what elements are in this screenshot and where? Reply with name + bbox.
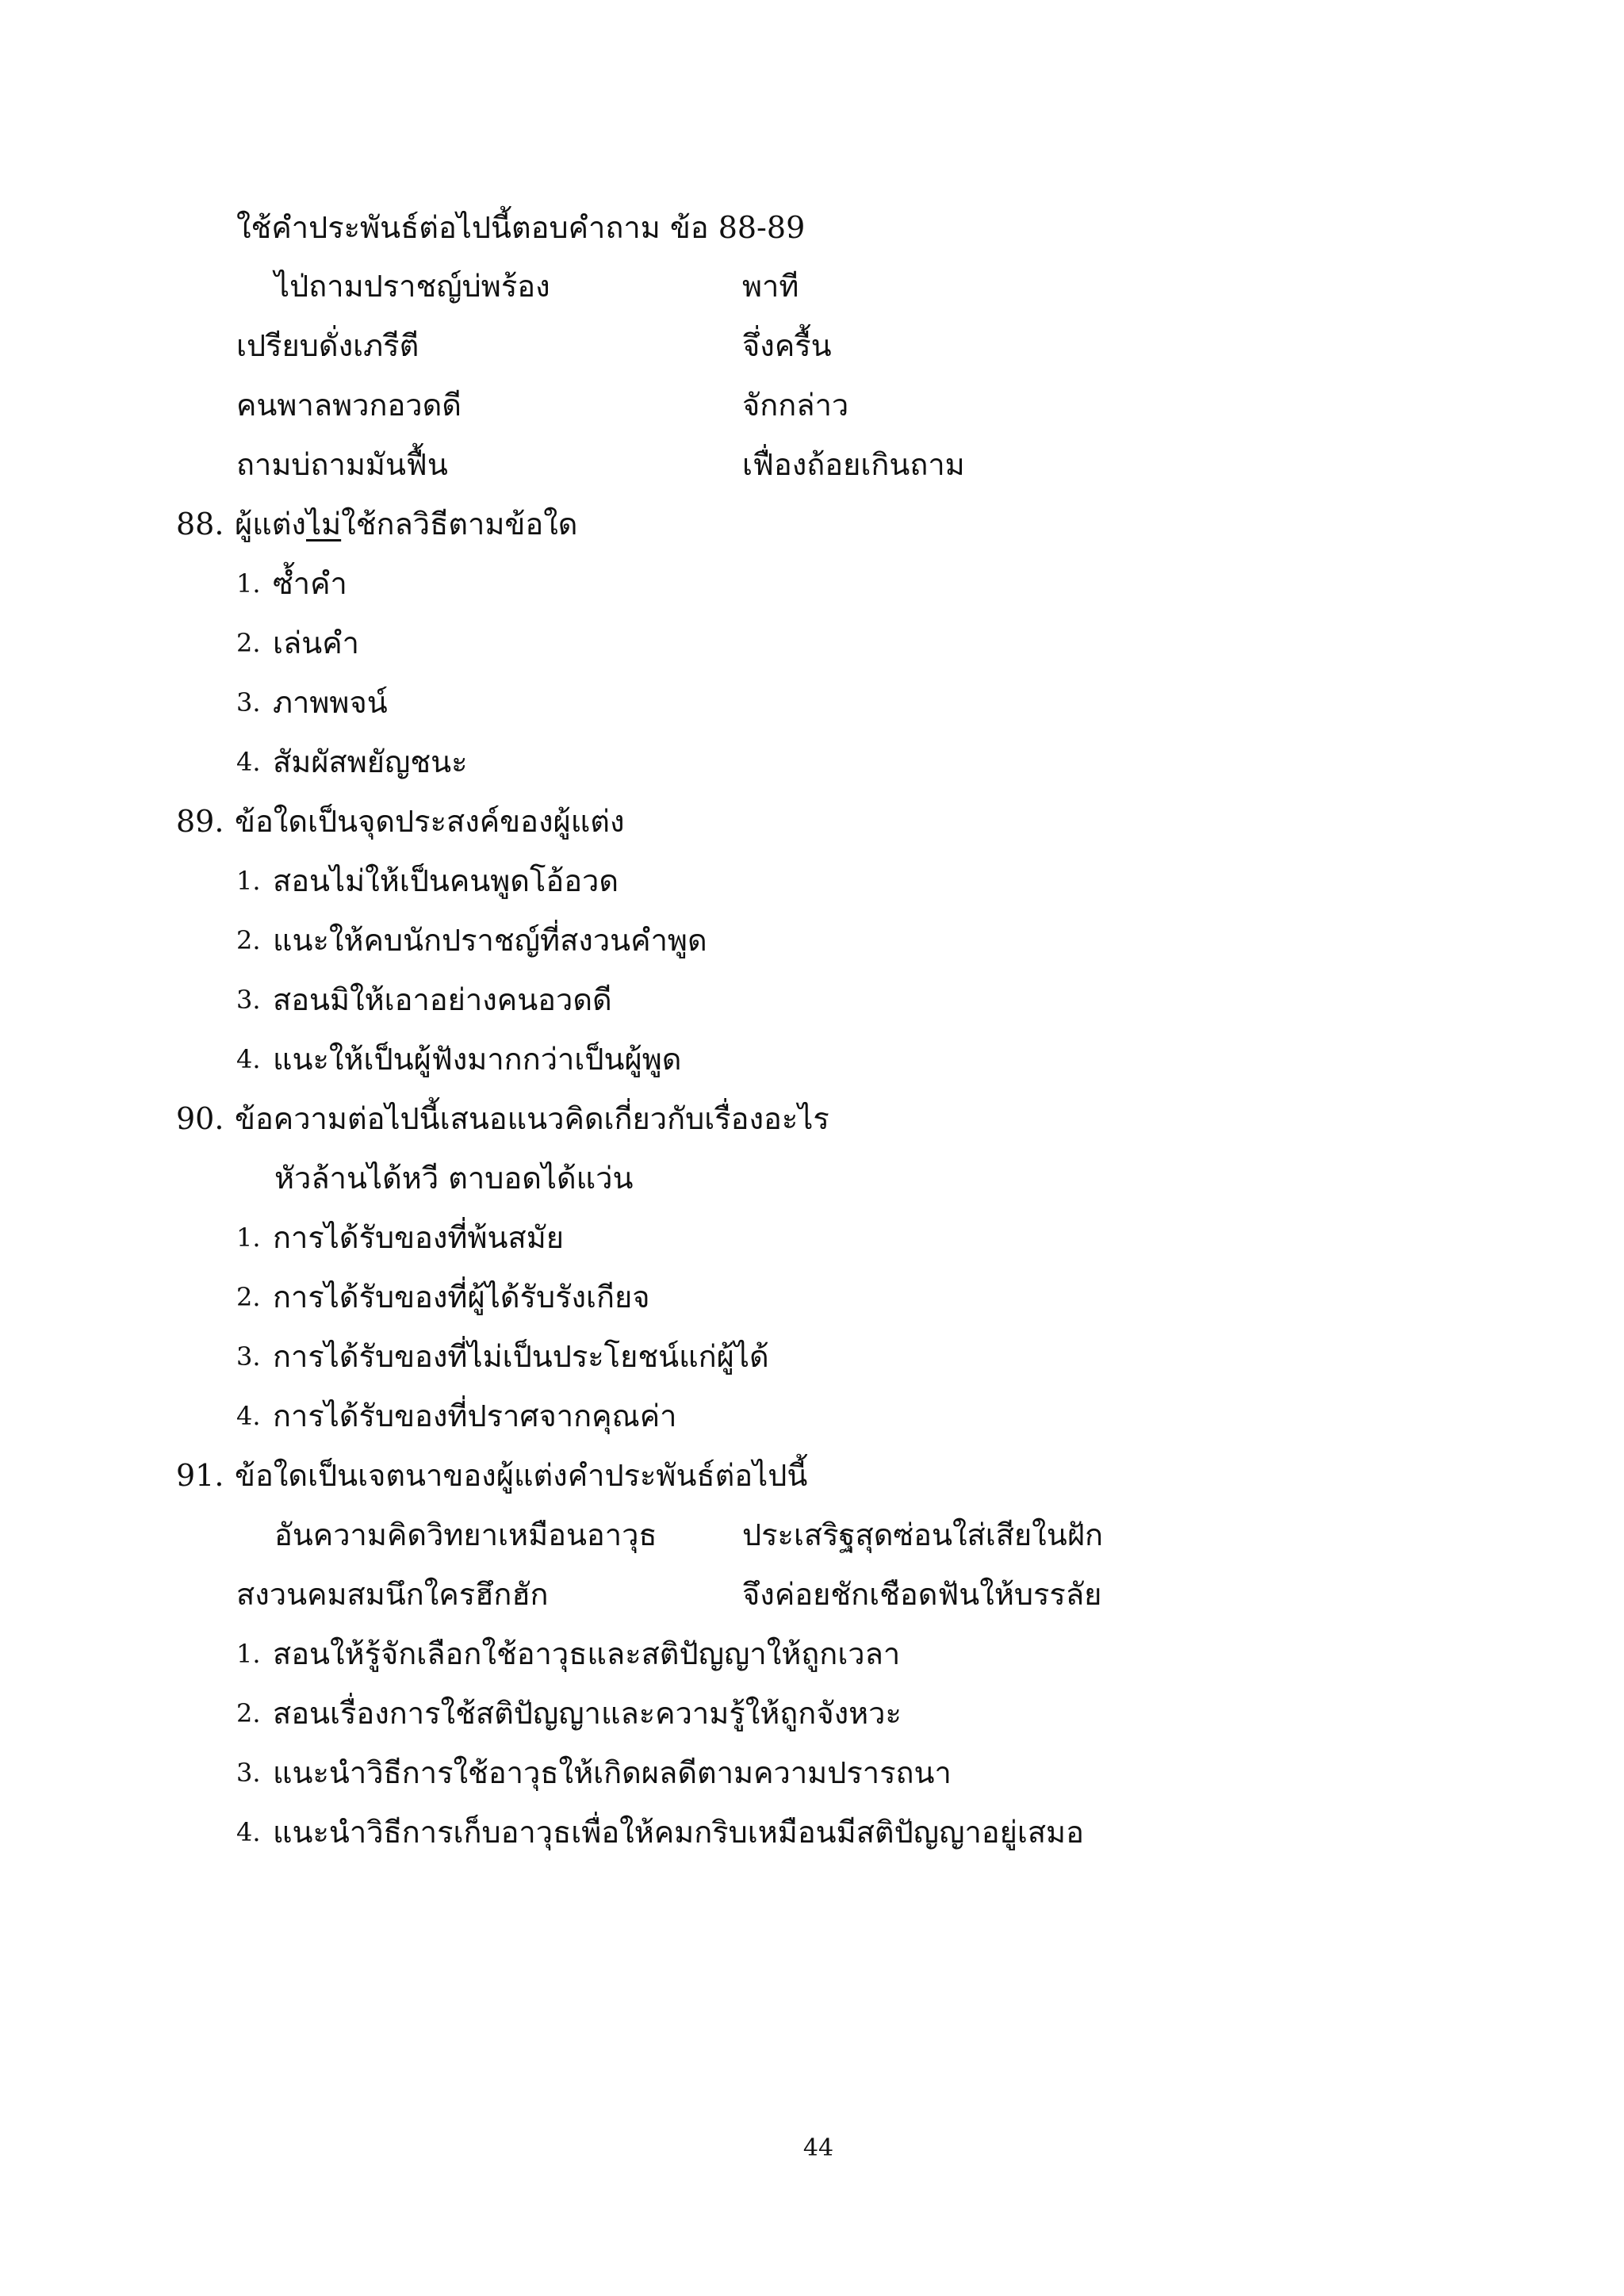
q90-option-3-number: 3.	[236, 1341, 261, 1372]
question-89-number: 89.	[176, 804, 224, 839]
q89-option-3-number: 3.	[236, 985, 261, 1015]
q88-option-2-number: 2.	[236, 628, 261, 658]
q90-option-2-text: การได้รับของที่ผู้ได้รับรังเกียจ	[273, 1280, 650, 1314]
page-number: 44	[802, 2134, 834, 2162]
question-89-text: ข้อใดเป็นจุดประสงค์ของผู้แต่ง	[235, 804, 625, 839]
poem1-line4-a: ถามบ่ถามมันฟื้น	[236, 447, 448, 482]
poem1-line3-b: จักกล่าว	[742, 388, 849, 423]
intro-instruction: ใช้คำประพันธ์ต่อไปนี้ตอบคำถาม ข้อ 88-89	[236, 210, 806, 245]
poem1-line2-a: เปรียบดั่งเภรีตี	[236, 328, 419, 363]
q91-option-1-text: สอนให้รู้จักเลือกใช้อาวุธและสติปัญญาให้ถูกเวลา	[273, 1636, 901, 1671]
q91-poem-line1-a: อันความคิดวิทยาเหมือนอาวุธ	[274, 1517, 657, 1552]
question-88-text-underlined: ไม่	[306, 507, 342, 541]
question-90-quote: หัวล้านได้หวี ตาบอดได้แว่น	[274, 1161, 634, 1196]
q90-option-1-number: 1.	[236, 1223, 261, 1253]
q88-option-1-text: ซ้ำคำ	[273, 566, 347, 601]
q89-option-2-number: 2.	[236, 925, 261, 955]
q88-option-3-number: 3.	[236, 687, 261, 718]
q91-poem-line1-b: ประเสริฐสุดซ่อนใส่เสียในฝัก	[742, 1517, 1103, 1552]
q90-option-4-number: 4.	[236, 1401, 261, 1431]
question-90-number: 90.	[176, 1101, 224, 1136]
q88-option-3-text: ภาพพจน์	[273, 685, 388, 720]
poem1-line4-b: เฟื่องถ้อยเกินถาม	[742, 447, 965, 482]
poem1-line1-b: พาที	[742, 269, 799, 304]
q91-option-2-number: 2.	[236, 1698, 261, 1728]
q91-option-2-text: สอนเรื่องการใช้สติปัญญาและความรู้ให้ถูกจังหวะ	[273, 1696, 902, 1731]
q90-option-3-text: การได้รับของที่ไม่เป็นประโยชน์แก่ผู้ได้	[273, 1339, 769, 1374]
question-88-text-pre: ผู้แต่ง	[235, 507, 306, 541]
q89-option-4-text: แนะให้เป็นผู้ฟังมากกว่าเป็นผู้พูด	[273, 1042, 682, 1077]
q91-poem-line2-b: จึงค่อยชักเชือดฟันให้บรรลัย	[742, 1577, 1102, 1612]
q88-option-1-number: 1.	[236, 568, 261, 599]
q90-option-4-text: การได้รับของที่ปราศจากคุณค่า	[273, 1399, 677, 1433]
question-88-text-post: ใช้กลวิธีตามข้อใด	[341, 507, 578, 541]
poem1-line2-b: จึ่งครื้น	[742, 328, 832, 363]
question-91-text: ข้อใดเป็นเจตนาของผู้แต่งคำประพันธ์ต่อไปนี้	[235, 1458, 808, 1493]
q89-option-1-number: 1.	[236, 866, 261, 896]
q91-poem-line2-a: สงวนคมสมนึกใครฮึกฮัก	[236, 1577, 549, 1612]
q91-option-3-text: แนะนำวิธีการใช้อาวุธให้เกิดผลดีตามความปรารถนา	[273, 1755, 952, 1790]
q89-option-1-text: สอนไม่ให้เป็นคนพูดโอ้อวด	[273, 863, 619, 898]
q91-option-4-text: แนะนำวิธีการเก็บอาวุธเพื่อให้คมกริบเหมือนมีสติปัญญาอยู่เสมอ	[273, 1815, 1084, 1850]
question-88-number: 88.	[176, 507, 224, 541]
question-91-number: 91.	[176, 1458, 224, 1493]
question-90-text: ข้อความต่อไปนี้เสนอแนวคิดเกี่ยวกับเรื่องอะไร	[235, 1101, 829, 1136]
q88-option-4-text: สัมผัสพยัญชนะ	[273, 744, 468, 779]
q90-option-2-number: 2.	[236, 1282, 261, 1312]
q89-option-3-text: สอนมิให้เอาอย่างคนอวดดี	[273, 982, 612, 1017]
q89-option-4-number: 4.	[236, 1044, 261, 1074]
poem1-line1-a: ไป่ถามปราชญ์บ่พร้อง	[274, 269, 550, 304]
question-88-text	[235, 504, 577, 544]
q90-option-1-text: การได้รับของที่พ้นสมัย	[273, 1220, 565, 1255]
q88-option-2-text: เล่นคำ	[273, 626, 360, 660]
q91-option-3-number: 3.	[236, 1758, 261, 1788]
poem1-line3-a: คนพาลพวกอวดดี	[236, 388, 462, 423]
q89-option-2-text: แนะให้คบนักปราชญ์ที่สงวนคำพูด	[273, 923, 707, 958]
q88-option-4-number: 4.	[236, 747, 261, 777]
q91-option-1-number: 1.	[236, 1639, 261, 1669]
q91-option-4-number: 4.	[236, 1817, 261, 1847]
